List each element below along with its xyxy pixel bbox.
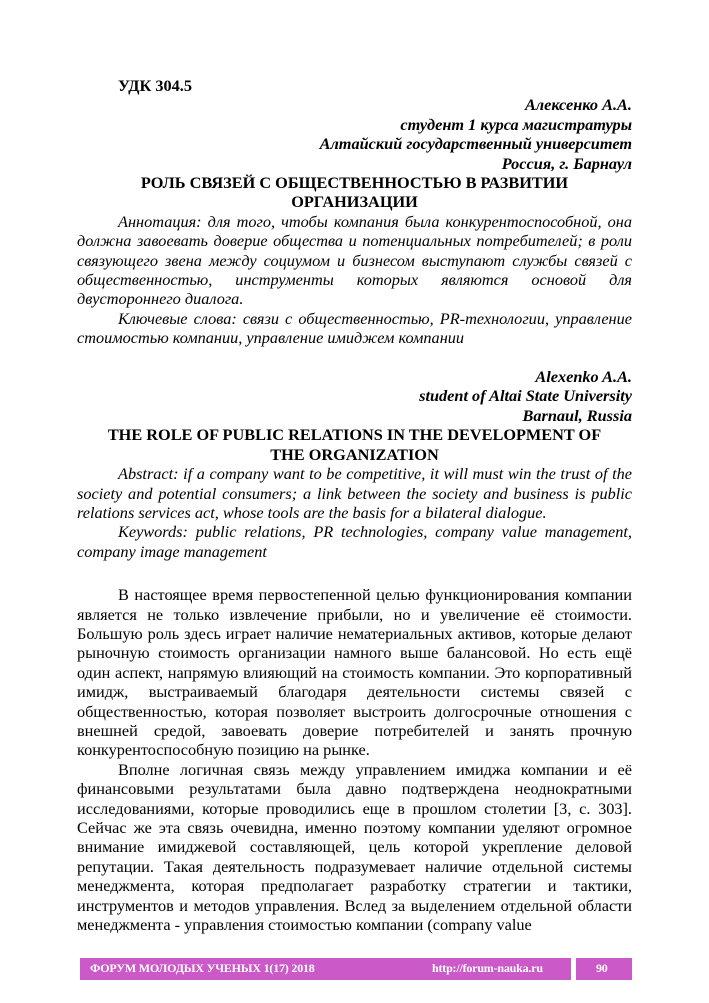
ru-abstract: Аннотация: для того, чтобы компания была конкурентоспособной, она должна завоевать доверие общества и потенциальных потребителей; в роли связующего звена между социумом и бизнесом выступают службы связей с общественностью, инструменты которых являются основой для двустороннего диалога. bbox=[77, 211, 632, 309]
ru-keywords: Ключевые слова: связи с общественностью, PR-технологии, управление стоимостью компании, управление имиджем компании bbox=[77, 308, 632, 348]
en-author-name: Alexenko A.A. bbox=[535, 367, 632, 387]
footer-page-box bbox=[576, 958, 632, 980]
ru-author-name: Алексенко А.А. bbox=[524, 95, 632, 115]
ru-author-block bbox=[77, 95, 632, 173]
en-title-line: THE ORGANIZATION bbox=[270, 444, 439, 464]
en-author-affiliation: student of Altai State University bbox=[419, 386, 632, 406]
ru-author-position: студент 1 курса магистратуры bbox=[400, 114, 632, 134]
ru-title-line: РОЛЬ СВЯЗЕЙ С ОБЩЕСТВЕННОСТЬЮ В РАЗВИТИИ bbox=[140, 173, 569, 193]
en-title bbox=[77, 425, 632, 464]
ru-title bbox=[77, 173, 632, 212]
udk-code: УДК 304.5 bbox=[118, 76, 193, 95]
footer-url[interactable]: http://forum-nauka.ru bbox=[432, 961, 543, 975]
ru-author-university: Алтайский государственный университет bbox=[319, 134, 632, 154]
en-author-block bbox=[77, 367, 632, 425]
body-paragraph: В настоящее время первостепенной целью функционирования компании является не только извлечение прибыли, но и увеличение её стоимости. Большую роль здесь играет наличие нематериальных активов, которые делают рыночную стоимость организации намного выше балансовой. Но есть ещё один аспект, напрямую влияющий на стоимость компании. Это корпоративный имидж, выстраиваемый благодаря деятельности системы связей с общественностью, которая позволяет выстроить долгосрочные отношения с внешней средой, завоевать доверие потребителей и занять прочную конкурентоспособную позицию на рынке. bbox=[77, 585, 632, 760]
page-number: 90 bbox=[596, 961, 608, 975]
ru-author-location: Россия, г. Барнаул bbox=[501, 153, 632, 173]
en-title-line: THE ROLE OF PUBLIC RELATIONS IN THE DEVELOPMENT OF bbox=[107, 425, 602, 445]
footer-bar bbox=[80, 958, 571, 980]
body-paragraph: Вполне логичная связь между управлением имиджа компании и её финансовыми результатами была давно подтверждена неоднократными исследованиями, которые проводились еще в прошлом столетии [3, с. 303]. Сейчас же эта связь очевидна, именно поэтому компании уделяют огромное внимание имиджевой составляющей, цель которой укрепление деловой репутации. Такая деятельность подразумевает наличие отдельной системы менеджмента, которая предполагает разработку стратегии и тактики, инструментов и методов управления. Вслед за выделением отдельной области менеджмента - управления стоимостью компании (company value bbox=[77, 759, 632, 935]
en-author-location: Barnaul, Russia bbox=[522, 405, 632, 425]
footer-journal: ФОРУМ МОЛОДЫХ УЧЕНЫХ 1(17) 2018 bbox=[90, 961, 315, 975]
paper-page bbox=[77, 76, 632, 934]
en-keywords: Keywords: public relations, PR technologies, company value management, company image management bbox=[77, 522, 632, 561]
en-abstract: Abstract: if a company want to be competitive, it will must win the trust of the society and potential consumers; a link between the society and business is public relations services act, whose tools are the basis for a bilateral dialogue. bbox=[77, 464, 632, 522]
spacer bbox=[77, 561, 632, 585]
ru-title-line: ОРГАНИЗАЦИИ bbox=[291, 192, 418, 212]
spacer bbox=[77, 348, 632, 367]
